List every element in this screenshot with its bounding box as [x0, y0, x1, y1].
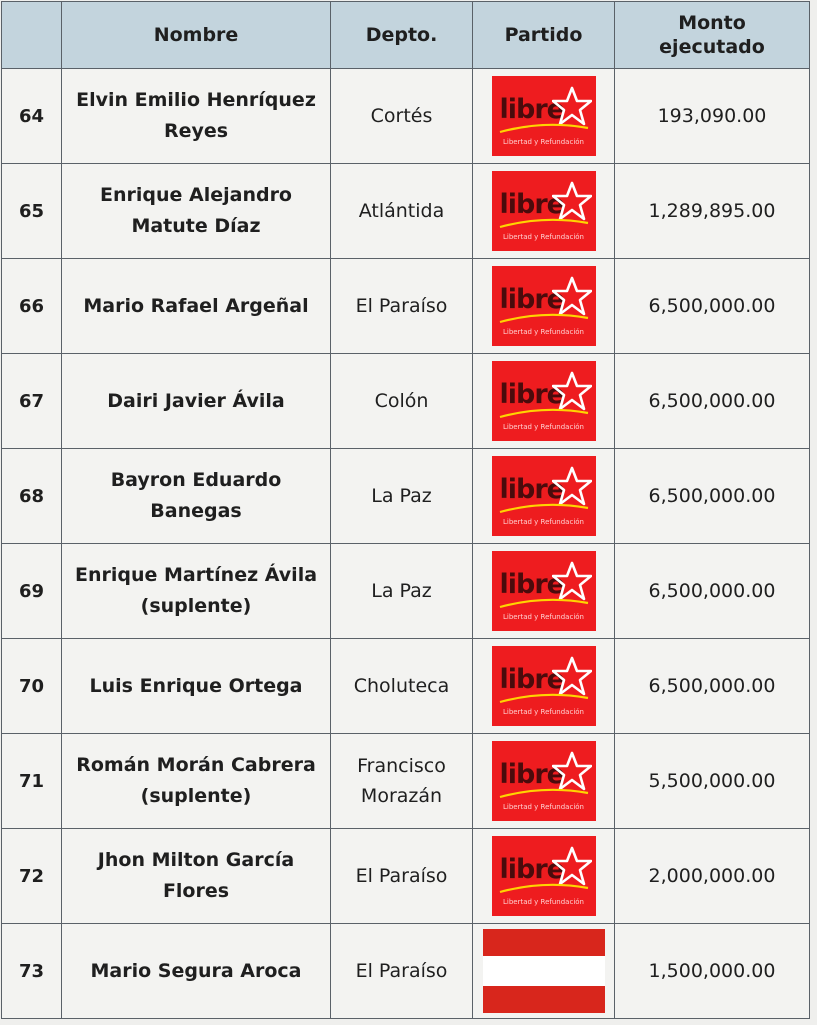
depto-line1: El Paraíso	[355, 865, 448, 887]
row-partido	[473, 449, 615, 544]
depto-line1: Cortés	[370, 105, 433, 127]
libre-logo-word: libre	[499, 569, 564, 600]
libre-logo-word: libre	[499, 664, 564, 695]
row-depto	[331, 449, 473, 544]
row-number: 65	[2, 164, 62, 259]
header-monto-line1: Monto	[678, 12, 746, 34]
table-row	[2, 69, 810, 164]
libre-party-logo	[492, 551, 596, 631]
swoosh-icon	[498, 692, 590, 704]
libre-logo-tagline: Libertad y Refundación	[503, 233, 584, 241]
row-depto	[331, 734, 473, 829]
depto-line1: Francisco	[357, 755, 446, 777]
star-icon	[552, 656, 592, 696]
libre-logo-tagline: Libertad y Refundación	[503, 138, 584, 146]
header-num	[2, 2, 62, 69]
row-nombre	[62, 544, 331, 639]
depto-line1: Colón	[374, 390, 429, 412]
nombre-line1: Enrique Alejandro	[99, 184, 292, 206]
swoosh-icon	[498, 597, 590, 609]
row-partido	[473, 734, 615, 829]
nombre-line2: Banegas	[150, 500, 242, 522]
row-nombre	[62, 354, 331, 449]
libre-logo-tagline: Libertad y Refundación	[503, 328, 584, 336]
swoosh-icon	[498, 312, 590, 324]
nombre-line2: Matute Díaz	[131, 215, 261, 237]
table-row	[2, 544, 810, 639]
row-partido	[473, 544, 615, 639]
row-monto: 1,289,895.00	[615, 164, 810, 259]
row-partido	[473, 829, 615, 924]
depto-line2: Morazán	[360, 785, 443, 807]
libre-party-logo	[492, 171, 596, 251]
row-partido	[473, 259, 615, 354]
libre-logo-word: libre	[499, 759, 564, 790]
row-monto: 193,090.00	[615, 69, 810, 164]
libre-logo-word: libre	[499, 94, 564, 125]
row-number: 69	[2, 544, 62, 639]
nombre-line1: Mario Rafael Argeñal	[83, 294, 309, 317]
libre-logo-tagline: Libertad y Refundación	[503, 518, 584, 526]
libre-logo-tagline: Libertad y Refundación	[503, 803, 584, 811]
libre-logo-word: libre	[499, 379, 564, 410]
table-header-row	[2, 2, 810, 69]
nombre-line1: Mario Segura Aroca	[90, 959, 302, 982]
libre-logo-tagline: Libertad y Refundación	[503, 423, 584, 431]
row-nombre	[62, 259, 331, 354]
nombre-line1: Bayron Eduardo	[110, 469, 282, 491]
star-icon	[552, 561, 592, 601]
nombre-line1: Jhon Milton García	[97, 849, 295, 871]
row-number: 68	[2, 449, 62, 544]
header-partido: Partido	[473, 2, 615, 69]
table-row	[2, 449, 810, 544]
libre-party-logo	[492, 361, 596, 441]
table-row	[2, 259, 810, 354]
swoosh-icon	[498, 122, 590, 134]
header-depto: Depto.	[331, 2, 473, 69]
header-nombre: Nombre	[62, 2, 331, 69]
row-monto: 1,500,000.00	[615, 924, 810, 1019]
libre-logo-word: libre	[499, 284, 564, 315]
row-depto	[331, 924, 473, 1019]
row-nombre	[62, 164, 331, 259]
row-partido	[473, 164, 615, 259]
table-row	[2, 354, 810, 449]
row-monto: 6,500,000.00	[615, 354, 810, 449]
row-monto: 6,500,000.00	[615, 544, 810, 639]
libre-logo-word: libre	[499, 189, 564, 220]
depto-line1: La Paz	[371, 485, 432, 507]
libre-party-logo	[492, 76, 596, 156]
depto-line1: El Paraíso	[355, 960, 448, 982]
row-number: 64	[2, 69, 62, 164]
row-nombre	[62, 829, 331, 924]
row-depto	[331, 544, 473, 639]
row-partido	[473, 924, 615, 1019]
row-number: 66	[2, 259, 62, 354]
row-depto	[331, 639, 473, 734]
row-monto: 6,500,000.00	[615, 639, 810, 734]
row-depto	[331, 354, 473, 449]
libre-logo-tagline: Libertad y Refundación	[503, 898, 584, 906]
table-row	[2, 164, 810, 259]
row-nombre	[62, 639, 331, 734]
flag-stripe-red-bottom	[483, 986, 605, 1013]
row-number: 71	[2, 734, 62, 829]
row-depto	[331, 69, 473, 164]
star-icon	[552, 181, 592, 221]
depto-line1: La Paz	[371, 580, 432, 602]
deputies-table	[1, 1, 810, 1019]
row-depto	[331, 829, 473, 924]
table-row	[2, 639, 810, 734]
star-icon	[552, 466, 592, 506]
swoosh-icon	[498, 787, 590, 799]
row-monto: 6,500,000.00	[615, 449, 810, 544]
row-partido	[473, 354, 615, 449]
star-icon	[552, 751, 592, 791]
libre-logo-tagline: Libertad y Refundación	[503, 708, 584, 716]
nombre-line1: Luis Enrique Ortega	[89, 674, 303, 697]
libre-logo-tagline: Libertad y Refundación	[503, 613, 584, 621]
nombre-line1: Dairi Javier Ávila	[107, 389, 285, 412]
table-row	[2, 924, 810, 1019]
libre-party-logo	[492, 456, 596, 536]
libre-logo-word: libre	[499, 854, 564, 885]
row-depto	[331, 164, 473, 259]
depto-line1: El Paraíso	[355, 295, 448, 317]
swoosh-icon	[498, 217, 590, 229]
row-partido	[473, 639, 615, 734]
table-row	[2, 829, 810, 924]
flag-stripe-white	[483, 956, 605, 986]
libre-party-logo	[492, 741, 596, 821]
party-flag-icon	[483, 929, 605, 1013]
depto-line1: Choluteca	[353, 675, 450, 697]
star-icon	[552, 371, 592, 411]
libre-party-logo	[492, 266, 596, 346]
header-monto	[615, 2, 810, 69]
row-nombre	[62, 924, 331, 1019]
nombre-line2: (suplente)	[140, 785, 252, 807]
swoosh-icon	[498, 502, 590, 514]
row-partido	[473, 69, 615, 164]
libre-logo-word: libre	[499, 474, 564, 505]
row-nombre	[62, 449, 331, 544]
row-number: 72	[2, 829, 62, 924]
nombre-line1: Enrique Martínez Ávila	[74, 564, 318, 586]
nombre-line1: Elvin Emilio Henríquez	[76, 89, 316, 111]
swoosh-icon	[498, 407, 590, 419]
row-depto	[331, 259, 473, 354]
nombre-line2: (suplente)	[140, 595, 252, 617]
libre-party-logo	[492, 646, 596, 726]
star-icon	[552, 86, 592, 126]
nombre-line2: Flores	[162, 880, 230, 902]
nombre-line1: Román Morán Cabrera	[76, 754, 316, 776]
row-monto: 2,000,000.00	[615, 829, 810, 924]
nombre-line2: Reyes	[163, 120, 229, 142]
row-number: 73	[2, 924, 62, 1019]
row-monto: 6,500,000.00	[615, 259, 810, 354]
table-row	[2, 734, 810, 829]
row-number: 70	[2, 639, 62, 734]
star-icon	[552, 276, 592, 316]
row-monto: 5,500,000.00	[615, 734, 810, 829]
depto-line1: Atlántida	[358, 200, 445, 222]
header-monto-line2: ejecutado	[659, 36, 765, 58]
flag-stripe-red-top	[483, 929, 605, 956]
star-icon	[552, 846, 592, 886]
row-number: 67	[2, 354, 62, 449]
row-nombre	[62, 734, 331, 829]
row-nombre	[62, 69, 331, 164]
libre-party-logo	[492, 836, 596, 916]
swoosh-icon	[498, 882, 590, 894]
